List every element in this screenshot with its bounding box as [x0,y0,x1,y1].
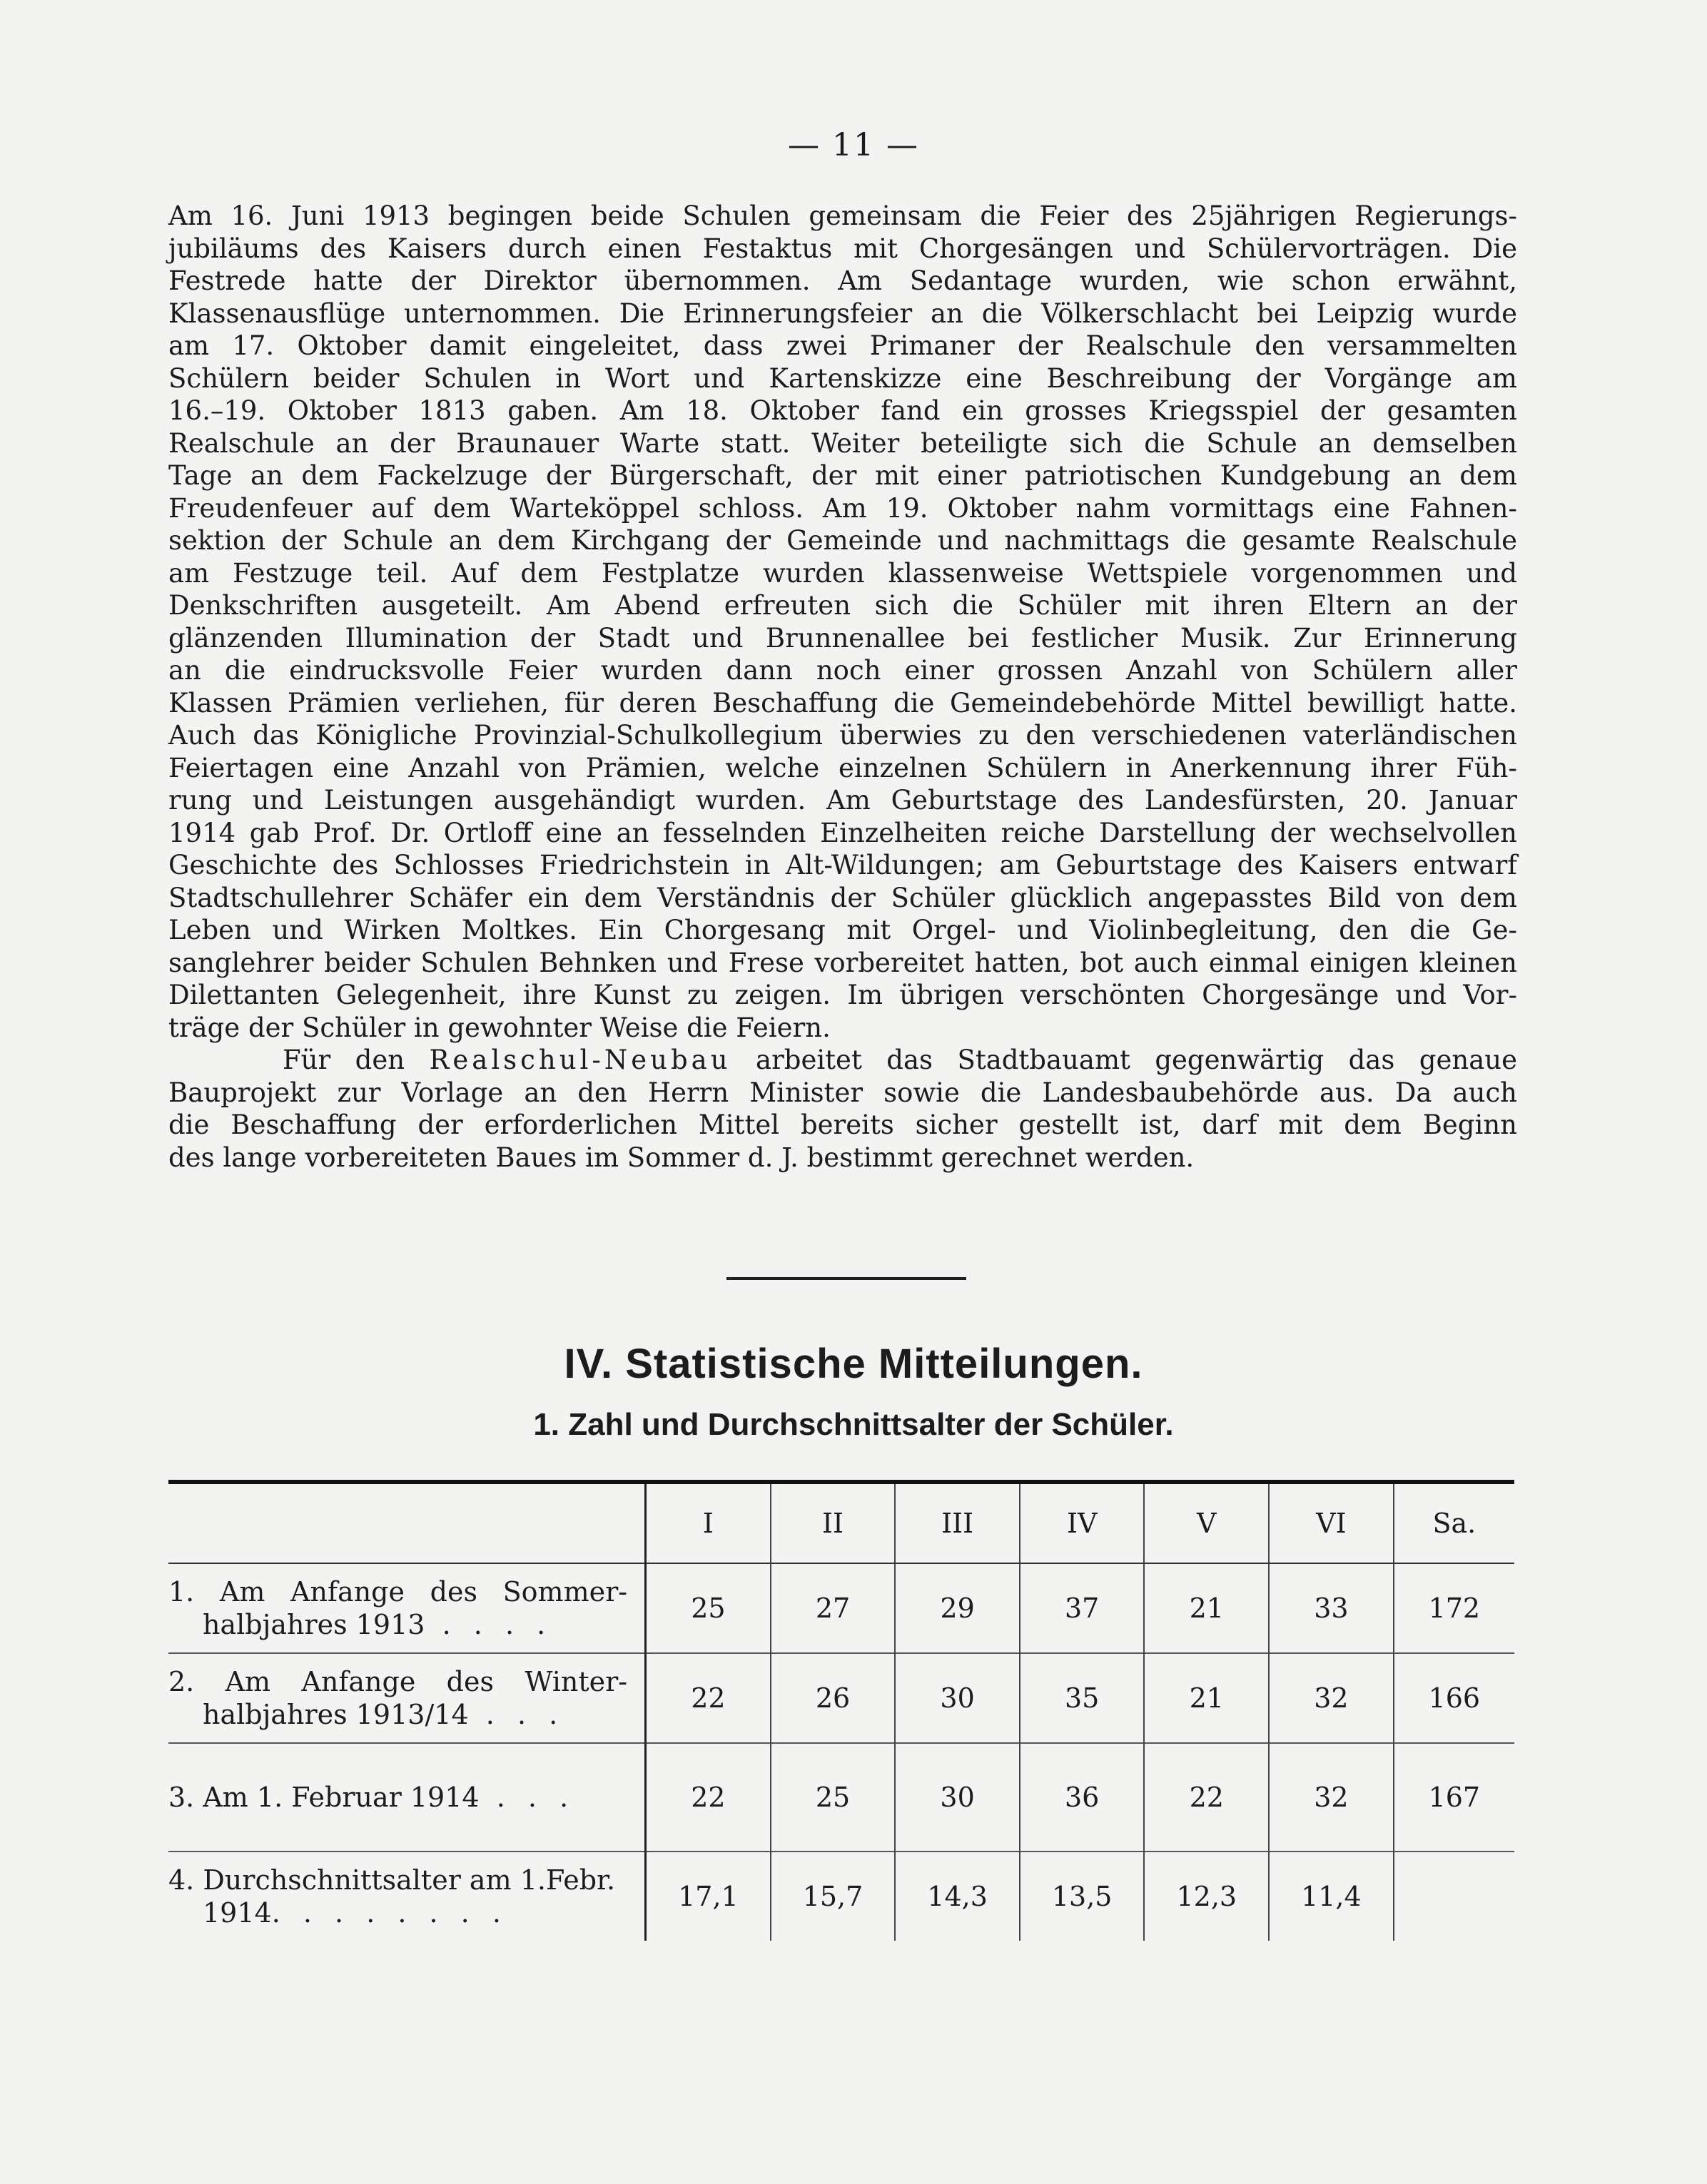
text-line: sanglehrer beider Schulen Behnken und Frese vorbereitet hatten, bot auch einmal einigen kleinen [168,947,1517,978]
page-number: — 11 — [788,127,919,163]
text-line: Stadtschullehrer Schäfer ein dem Verständnis der Schüler glücklich angepasstes Bild von dem [168,882,1517,913]
row-label [168,1653,646,1743]
column-header: V [1144,1482,1269,1563]
text-line: sektion der Schule an dem Kirchgang der Gemeinde und nachmittags die gesamte Realschule [168,525,1517,556]
table-row [168,1563,1514,1653]
table-cell: 32 [1269,1653,1394,1743]
text-line: Klassen Prämien verliehen, für deren Beschaffung die Gemeindebehörde Mittel bewilligt hatte. [168,687,1517,718]
student-statistics-table [168,1480,1514,1941]
text-line: Bauprojekt zur Vorlage an den Herrn Minister sowie die Landesbaubehörde aus. Da auch [168,1077,1517,1108]
text-line: am 17. Oktober damit eingeleitet, dass zwei Primaner der Realschule den versammelten [168,330,1517,361]
table-cell: 30 [895,1743,1020,1852]
column-header: Sa. [1394,1482,1514,1563]
section-divider [726,1277,966,1280]
header-label-cell [168,1482,646,1563]
table-cell: 13,5 [1020,1852,1145,1941]
text-line: Geschichte des Schlosses Friedrichstein in Alt-Wildungen; am Geburtstage des Kaisers entwarf [168,850,1517,880]
column-header: I [646,1482,771,1563]
table-cell: 25 [646,1563,771,1653]
table-cell: 172 [1394,1563,1514,1653]
table-cell: 35 [1020,1653,1145,1743]
section-title: IV. Statistische Mitteilungen. [564,1341,1143,1387]
column-header: IV [1020,1482,1145,1563]
table-cell: 36 [1020,1743,1145,1852]
text-line: jubiläums des Kaisers durch einen Festaktus mit Chorgesängen und Schülervorträgen. Die [168,233,1517,264]
row-label-line [168,1781,627,1814]
row-label-text: halbjahres 1913 [203,1609,425,1640]
text-line: träge der Schüler in gewohnter Weise die Feiern. [168,1012,831,1043]
text-line: Leben und Wirken Moltkes. Ein Chorgesang mit Orgel- und Violinbegleitung, den die Ge- [168,915,1517,945]
table-cell: 166 [1394,1653,1514,1743]
text-run: Für den [283,1045,430,1075]
text-line: Realschule an der Braunauer Warte statt. Weiter beteiligte sich die Schule an demselben [168,427,1517,459]
row-label [168,1852,646,1941]
row-label-line [168,1608,627,1641]
text-line: des lange vorbereiteten Baues im Sommer d. J. bestimmt gerechnet werden. [168,1142,1195,1173]
text-line: Festrede hatte der Direktor übernommen. Am Sedantage wurden, wie schon erwähnt, [168,265,1517,296]
table-cell: 30 [895,1653,1020,1743]
table-cell: 11,4 [1269,1852,1394,1941]
table-cell: 32 [1269,1743,1394,1852]
row-label-line: 2. Am Anfange des Winter- [168,1666,628,1697]
table-row [168,1743,1514,1852]
text-line: 16.–19. Oktober 1813 gaben. Am 18. Oktober fand ein grosses Kriegsspiel der gesamten [168,395,1517,426]
text-run: arbeitet das Stadtbauamt gegenwärtig das genaue [731,1045,1518,1075]
paragraph-new-building [168,1044,1517,1174]
column-header: VI [1269,1482,1394,1563]
leader-dots: . . . . [442,1609,553,1640]
table-cell: 21 [1144,1563,1269,1653]
text-line: Klassenausflüge unternommen. Die Erinnerungsfeier an die Völkerschlacht bei Leipzig wurde [168,298,1517,329]
table-cell: 12,3 [1144,1852,1269,1941]
row-label-text: halbjahres 1913/14 [203,1699,469,1730]
table-cell: 15,7 [771,1852,896,1941]
table-header-row [168,1482,1514,1563]
table-row [168,1653,1514,1743]
text-line: an die eindrucksvolle Feier wurden dann noch einer grossen Anzahl von Schülern aller [168,655,1517,686]
row-label-line [168,1896,627,1929]
text-line [168,1044,1517,1077]
text-line: Am 16. Juni 1913 begingen beide Schulen gemeinsam die Feier des 25jährigen Regierungs- [168,200,1517,231]
row-label [168,1743,646,1852]
row-label-line: 1. Am Anfange des Sommer- [168,1576,628,1607]
text-line: Tage an dem Fackelzuge der Bürgerschaft, der mit einer patriotischen Kundgebung an dem [168,460,1517,491]
table-cell: 22 [646,1653,771,1743]
text-line: glänzenden Illumination der Stadt und Brunnenallee bei festlicher Musik. Zur Erinnerung [168,622,1517,654]
row-label-text: 3. Am 1. Februar 1914 [168,1782,480,1813]
text-line: Feiertagen eine Anzahl von Prämien, welche einzelnen Schülern in Anerkennung ihrer Füh- [168,752,1517,783]
sub-title: 1. Zahl und Durchschnittsalter der Schüler. [533,1407,1174,1442]
table-row [168,1852,1514,1941]
text-line: am Festzuge teil. Auf dem Festplatze wurden klassenweise Wettspiele vorgenommen und [168,557,1517,589]
text-line: Dilettanten Gelegenheit, ihre Kunst zu zeigen. Im übrigen verschönten Chorgesänge und Vor- [168,980,1517,1010]
text-line: 1914 gab Prof. Dr. Ortloff eine an fesselnden Einzelheiten reiche Darstellung der wechselvollen [168,817,1517,848]
row-label-line: 4. Durchschnittsalter am 1.Febr. [168,1864,616,1896]
leader-dots: . . . . . . . . [271,1897,508,1929]
table-cell: 167 [1394,1743,1514,1852]
text-line: Freudenfeuer auf dem Warteköppel schloss. Am 19. Oktober nahm vormittags eine Fahnen- [168,492,1517,524]
leader-dots: . . . [496,1782,576,1813]
row-label-line [168,1698,627,1731]
table-cell: 17,1 [646,1852,771,1941]
column-header: III [895,1482,1020,1563]
table-cell: 27 [771,1563,896,1653]
row-label-text: 1914 [203,1897,272,1929]
table-cell: 22 [1144,1743,1269,1852]
table-cell: 26 [771,1653,896,1743]
spaced-term: Realschul-Neubau [429,1045,731,1075]
text-line: Denkschriften ausgeteilt. Am Abend erfreuten sich die Schüler mit ihren Eltern an der [168,590,1517,621]
table-cell [1394,1852,1514,1941]
text-line: Auch das Königliche Provinzial-Schulkollegium überwies zu den verschiedenen vaterländischen [168,720,1517,751]
text-line: rung und Leistungen ausgehändigt wurden. Am Geburtstage des Landesfürsten, 20. Januar [168,785,1517,816]
table-cell: 14,3 [895,1852,1020,1941]
table-cell: 25 [771,1743,896,1852]
table-cell: 22 [646,1743,771,1852]
text-line: Schülern beider Schulen in Wort und Kartenskizze eine Beschreibung der Vorgänge am [168,362,1517,394]
paragraph-celebrations [168,200,1517,1044]
table-cell: 33 [1269,1563,1394,1653]
leader-dots: . . . [485,1699,565,1730]
column-header: II [771,1482,896,1563]
table-cell: 21 [1144,1653,1269,1743]
table-cell: 29 [895,1563,1020,1653]
table-cell: 37 [1020,1563,1145,1653]
row-label [168,1563,646,1653]
text-line: die Beschaffung der erforderlichen Mittel bereits sicher gestellt ist, darf mit dem Beginn [168,1109,1517,1140]
